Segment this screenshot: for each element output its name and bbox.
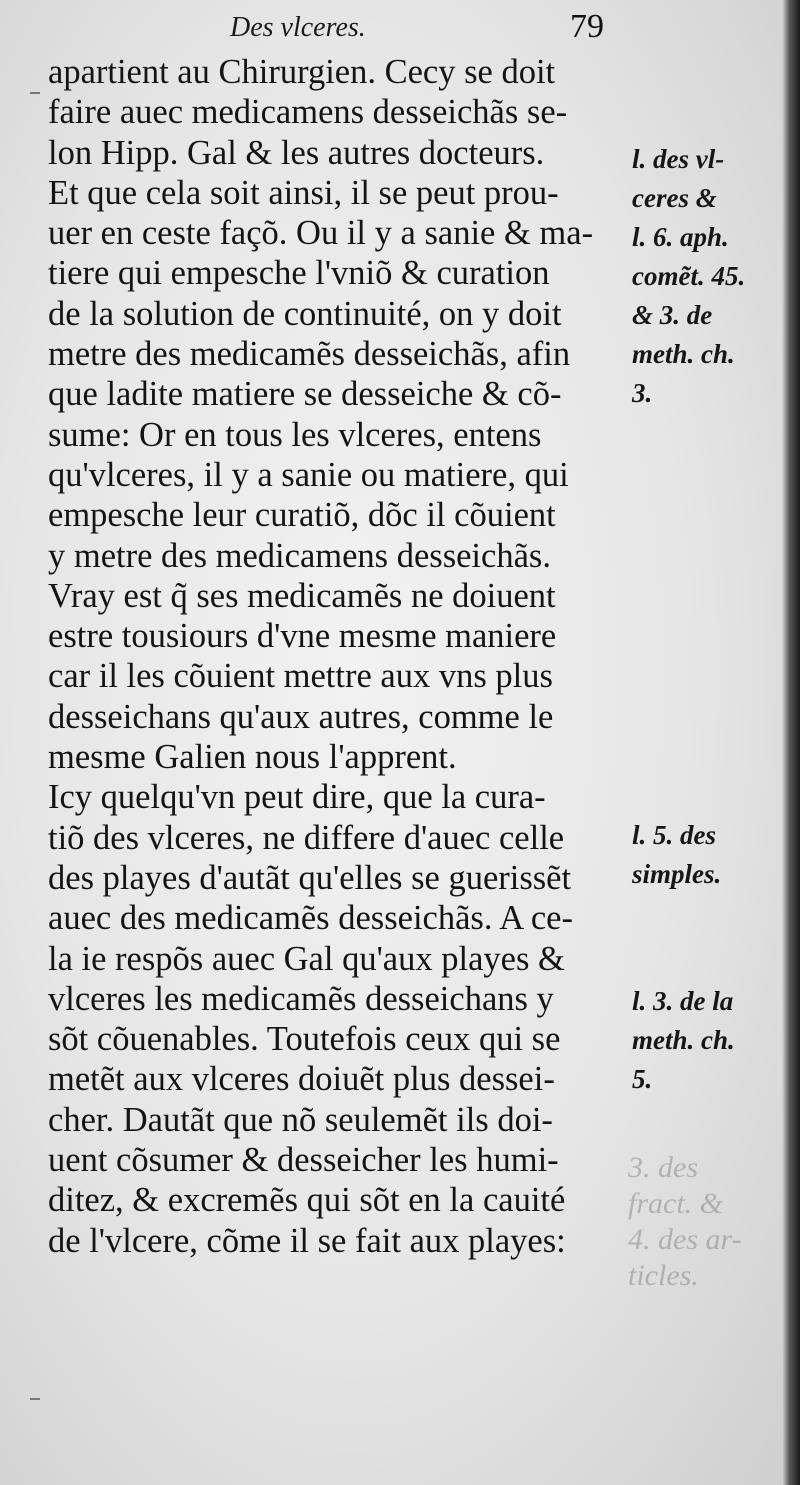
text-line: de la solution de continuité, on y doit bbox=[48, 294, 562, 333]
text-line: estre tousiours d'vne mesme maniere bbox=[48, 617, 557, 656]
text-line: Et que cela soit ainsi, il se peut prou- bbox=[48, 173, 559, 212]
text-line: la ie respõs auec Gal qu'aux playes & bbox=[48, 939, 565, 978]
text-line: metẽt aux vlceres doiuẽt plus dessei- bbox=[48, 1060, 555, 1099]
text-line: auec des medicamẽs desseichãs. A ce- bbox=[48, 899, 573, 938]
margin-note-line: simples. bbox=[632, 859, 722, 889]
text-line: metre des medicamẽs desseichãs, afin bbox=[48, 335, 571, 374]
text-line: y metre des medicamens desseichãs. bbox=[48, 536, 551, 575]
text-line: vlceres les medicamẽs desseichans y bbox=[48, 979, 554, 1018]
margin-note-2 bbox=[632, 816, 772, 894]
text-line: lon Hipp. Gal & les autres docteurs. bbox=[48, 133, 545, 172]
bleed-through-text bbox=[628, 1150, 778, 1300]
text-line: cher. Dautãt que nõ seulemẽt ils doi- bbox=[48, 1100, 553, 1139]
bleed-line: ticles. bbox=[628, 1259, 699, 1292]
body-text bbox=[48, 52, 628, 1261]
page-header bbox=[120, 8, 620, 52]
margin-mark bbox=[30, 1398, 40, 1400]
text-line: qu'vlceres, il y a sanie ou matiere, qui bbox=[48, 455, 569, 494]
text-line: faire auec medicamens desseichãs se- bbox=[48, 93, 568, 132]
margin-note-line: comẽt. 45. bbox=[632, 261, 746, 291]
text-line: apartient au Chirurgien. Cecy se doit bbox=[48, 53, 556, 91]
margin-note-line: l. 3. de la bbox=[632, 986, 734, 1016]
text-line: mesme Galien nous l'apprent. bbox=[48, 738, 457, 777]
text-line: tiõ des vlceres, ne differe d'auec celle bbox=[48, 818, 565, 857]
bleed-line: 4. des ar- bbox=[628, 1223, 742, 1256]
text-line: que ladite matiere se desseiche & cõ- bbox=[48, 375, 562, 414]
text-line: ditez, & excremẽs qui sõt en la cauité bbox=[48, 1181, 566, 1220]
text-line: uent cõsumer & desseicher les humi- bbox=[48, 1141, 559, 1180]
margin-note-line: l. 5. des bbox=[632, 820, 716, 850]
text-line: Vray est q̃ ses medicamẽs ne doiuent bbox=[48, 576, 556, 615]
margin-note-line: ceres & bbox=[632, 183, 717, 213]
running-head: Des vlceres. bbox=[230, 12, 366, 43]
margin-note-line: 5. bbox=[632, 1064, 653, 1094]
margin-mark bbox=[30, 92, 40, 94]
page-number: 79 bbox=[570, 8, 604, 45]
text-line: Icy quelqu'vn peut dire, que la cura- bbox=[48, 778, 546, 817]
text-line: desseichans qu'aux autres, comme le bbox=[48, 697, 554, 736]
margin-note-1 bbox=[632, 140, 772, 413]
page-edge bbox=[782, 0, 800, 1485]
text-line: sume: Or en tous les vlceres, entens bbox=[48, 415, 542, 454]
text-line: tiere qui empesche l'vniõ & curation bbox=[48, 254, 550, 293]
margin-note-line: meth. ch. bbox=[632, 1025, 735, 1055]
text-line: car il les cõuient mettre aux vns plus bbox=[48, 657, 553, 696]
bleed-line: 3. des bbox=[628, 1151, 698, 1184]
text-line: de l'vlcere, cõme il se fait aux playes: bbox=[48, 1221, 566, 1260]
margin-note-line: 3. bbox=[632, 378, 653, 408]
text-line: empesche leur curatiõ, dõc il cõuient bbox=[48, 496, 556, 535]
margin-note-line: & 3. de bbox=[632, 300, 713, 330]
margin-note-line: l. 6. aph. bbox=[632, 222, 729, 252]
margin-note-line: l. des vl- bbox=[632, 144, 725, 174]
bleed-line: fract. & bbox=[628, 1187, 723, 1220]
text-line: sõt cõuenables. Toutefois ceux qui se bbox=[48, 1020, 561, 1059]
text-line: uer en ceste façõ. Ou il y a sanie & ma- bbox=[48, 214, 594, 253]
margin-note-line: meth. ch. bbox=[632, 339, 735, 369]
margin-note-3 bbox=[632, 982, 772, 1099]
text-line: des playes d'autãt qu'elles se guerissẽt bbox=[48, 858, 572, 897]
